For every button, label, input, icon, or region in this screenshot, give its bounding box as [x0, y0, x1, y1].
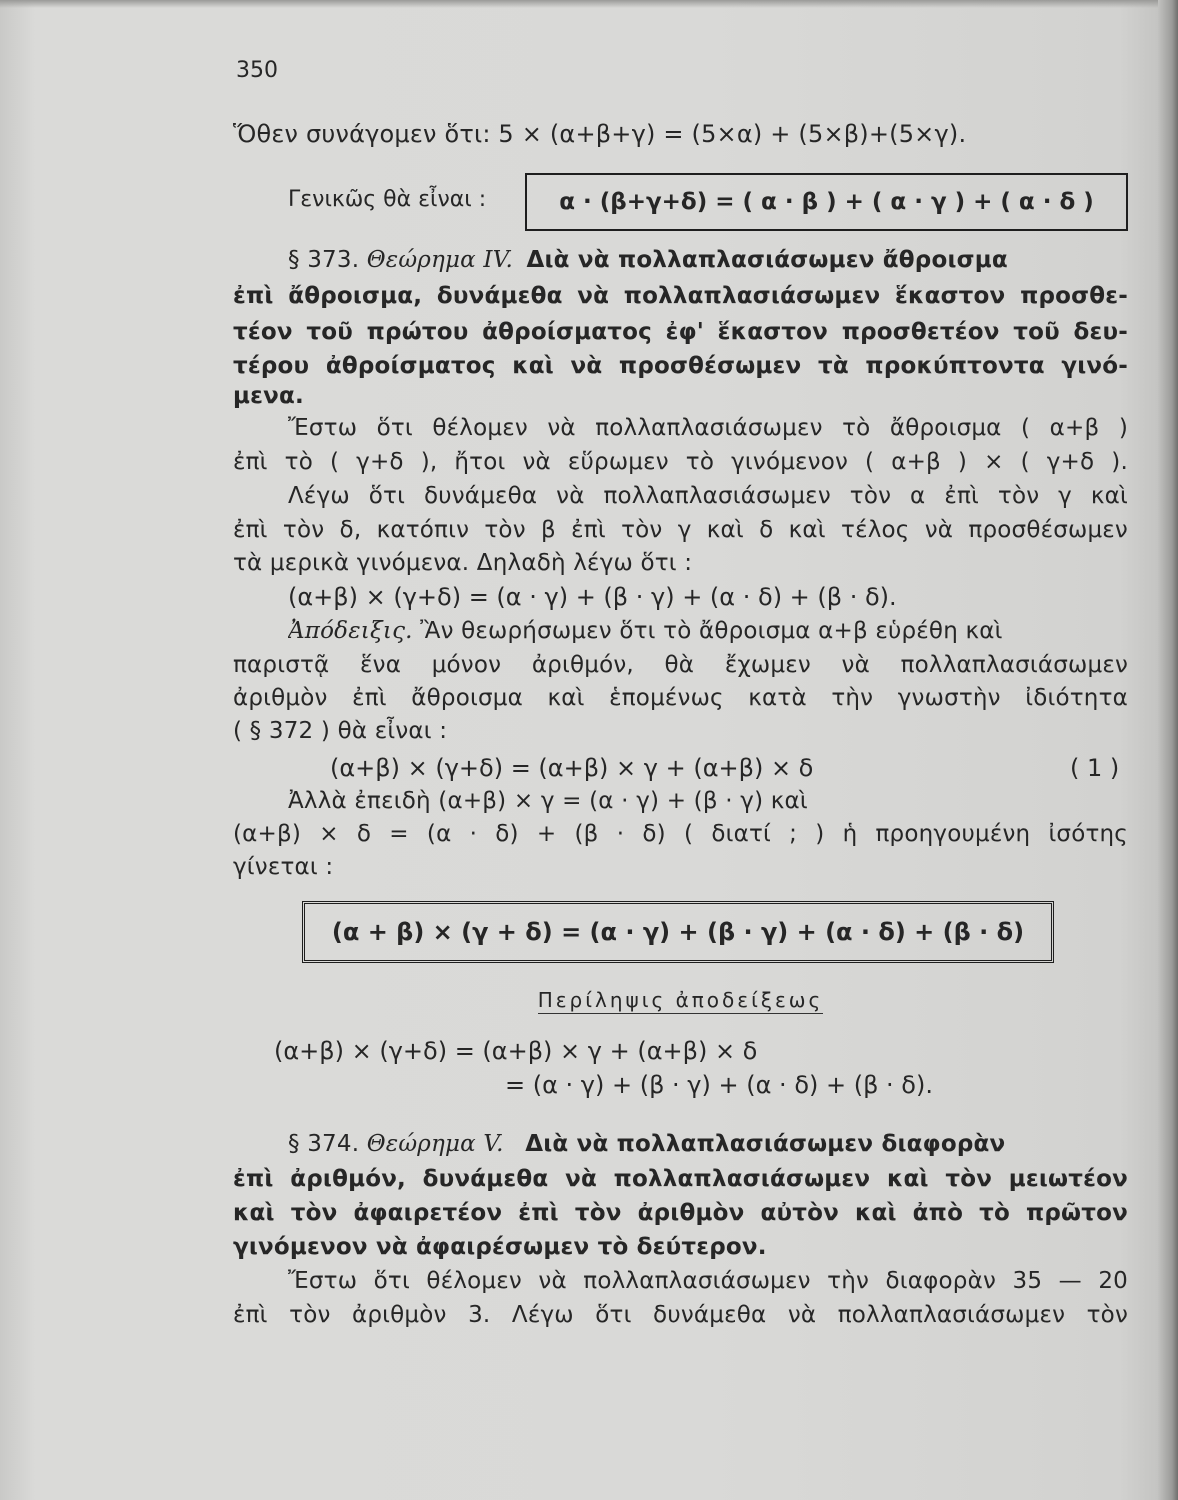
s374-bold-line: γινόμενον νὰ ἀφαιρέσωμεν τὸ δεύτερον.: [233, 1234, 767, 1260]
summary-title-text: Περίληψις ἀποδείξεως: [537, 988, 824, 1012]
formula-box-result-text: (α + β) × (γ + δ) = (α · γ) + (β · γ) + (α · δ) + (β · δ): [331, 918, 1025, 946]
s373-body-line: τὰ μερικὰ γινόμενα. Δηλαδὴ λέγω ὅτι :: [233, 550, 693, 576]
s374-bold-line: ἐπὶ ἀριθμόν, δυνάμεθα νὰ πολλαπλασιάσωμεν καὶ τὸν μειωτέον: [233, 1166, 1128, 1192]
proof-line: ( § 372 ) θὰ εἶναι :: [233, 718, 448, 744]
s373-lead: § 373.: [288, 247, 360, 273]
s373-title: Θεώρημα IV.: [366, 247, 513, 273]
s374-lead: § 374.: [288, 1131, 360, 1157]
proof-line1: Ἂν θεωρήσωμεν ὅτι τὸ ἄθροισμα α+β εὑρέθη καὶ: [420, 618, 1003, 644]
s373-heading-line: [233, 244, 1128, 276]
s373-body-line: ἐπὶ τὸν δ, κατόπιν τὸν β ἐπὶ τὸν γ καὶ δ καὶ τέλος νὰ προσθέσωμεν: [233, 517, 1128, 543]
after-line: (α+β) × δ = (α · δ) + (β · δ) ( διατί ; ) ἡ προηγουμένη ἰσότης: [233, 821, 1128, 847]
formula-box-general-text: α · (β+γ+δ) = ( α · β ) + ( α · γ ) + ( α · δ ): [559, 189, 1094, 215]
s374-bold-line: καὶ τὸν ἀφαιρετέον ἐπὶ τὸν ἀριθμὸν αὐτὸν καὶ ἀπὸ τὸ πρῶτον: [233, 1200, 1128, 1226]
after-line: Ἀλλὰ ἐπειδὴ (α+β) × γ = (α · γ) + (β · γ) καὶ: [288, 788, 808, 814]
formula-box-result: [302, 901, 1054, 963]
equation-2-tag: ( 1 ): [1070, 754, 1120, 782]
proof-line: παριστᾷ ἕνα μόνον ἀριθμόν, θὰ ἔχωμεν νὰ πολλαπλασιάσωμεν: [233, 652, 1128, 678]
page-top-shadow: [0, 0, 1178, 8]
box1-label: Γενικῶς θὰ εἶναι :: [288, 187, 487, 212]
summary-equation-2: = (α · γ) + (β · γ) + (α · δ) + (β · δ).: [505, 1071, 933, 1099]
s373-body-line: Ἔστω ὅτι θέλομεν νὰ πολλαπλασιάσωμεν τὸ ἄθροισμα ( α+β ): [288, 415, 1128, 441]
proof-first-line: [288, 615, 1128, 647]
page-right-edge: [1158, 0, 1178, 1500]
s373-bold-line: τέον τοῦ πρώτου ἀθροίσματος ἐφ' ἕκαστον προσθετέον τοῦ δευ-: [233, 319, 1128, 345]
s373-body-line: Λέγω ὅτι δυνάμεθα νὰ πολλαπλασιάσωμεν τὸν α ἐπὶ τὸν γ καὶ: [288, 483, 1128, 509]
summary-equation-1: (α+β) × (γ+δ) = (α+β) × γ + (α+β) × δ: [274, 1037, 758, 1065]
page-number: 350: [236, 58, 278, 83]
equation-1: (α+β) × (γ+δ) = (α · γ) + (β · γ) + (α · δ) + (β · δ).: [288, 583, 897, 611]
summary-title: [233, 986, 1128, 1014]
s374-heading-line: [233, 1128, 1128, 1160]
s374-body-line: ἐπὶ τὸν ἀριθμὸν 3. Λέγω ὅτι δυνάμεθα νὰ πολλαπλασιάσωμεν τὸν: [233, 1302, 1128, 1328]
s374-title: Θεώρημα V.: [366, 1131, 504, 1157]
s373-bold-line: μενα.: [233, 383, 304, 409]
proof-label: Ἀπόδειξις.: [288, 618, 413, 644]
s373-body-line: ἐπὶ τὸ ( γ+δ ), ἤτοι νὰ εὕρωμεν τὸ γινόμενον ( α+β ) × ( γ+δ ).: [233, 449, 1128, 475]
s374-body-line: Ἔστω ὅτι θέλομεν νὰ πολλαπλασιάσωμεν τὴν διαφορὰν 35 — 20: [288, 1268, 1128, 1294]
intro-line: Ὅθεν συνάγομεν ὅτι: 5 × (α+β+γ) = (5×α) + (5×β)+(5×γ).: [233, 120, 967, 148]
after-line: γίνεται :: [233, 854, 334, 880]
equation-2: (α+β) × (γ+δ) = (α+β) × γ + (α+β) × δ: [330, 754, 814, 782]
s374-bold-line1: Διὰ νὰ πολλαπλασιάσωμεν διαφορὰν: [525, 1131, 1006, 1157]
s373-bold-line1: Διὰ νὰ πολλαπλασιάσωμεν ἄθροισμα: [526, 247, 1008, 273]
proof-line: ἀριθμὸν ἐπὶ ἄθροισμα καὶ ἑπομένως κατὰ τὴν γνωστὴν ἰδιότητα: [233, 685, 1128, 711]
s373-bold-line: ἐπὶ ἄθροισμα, δυνάμεθα νὰ πολλαπλασιάσωμεν ἕκαστον προσθε-: [233, 283, 1128, 309]
s373-bold-line: τέρου ἀθροίσματος καὶ νὰ προσθέσωμεν τὰ προκύπτοντα γινό-: [233, 353, 1128, 379]
formula-box-general: [525, 173, 1128, 231]
